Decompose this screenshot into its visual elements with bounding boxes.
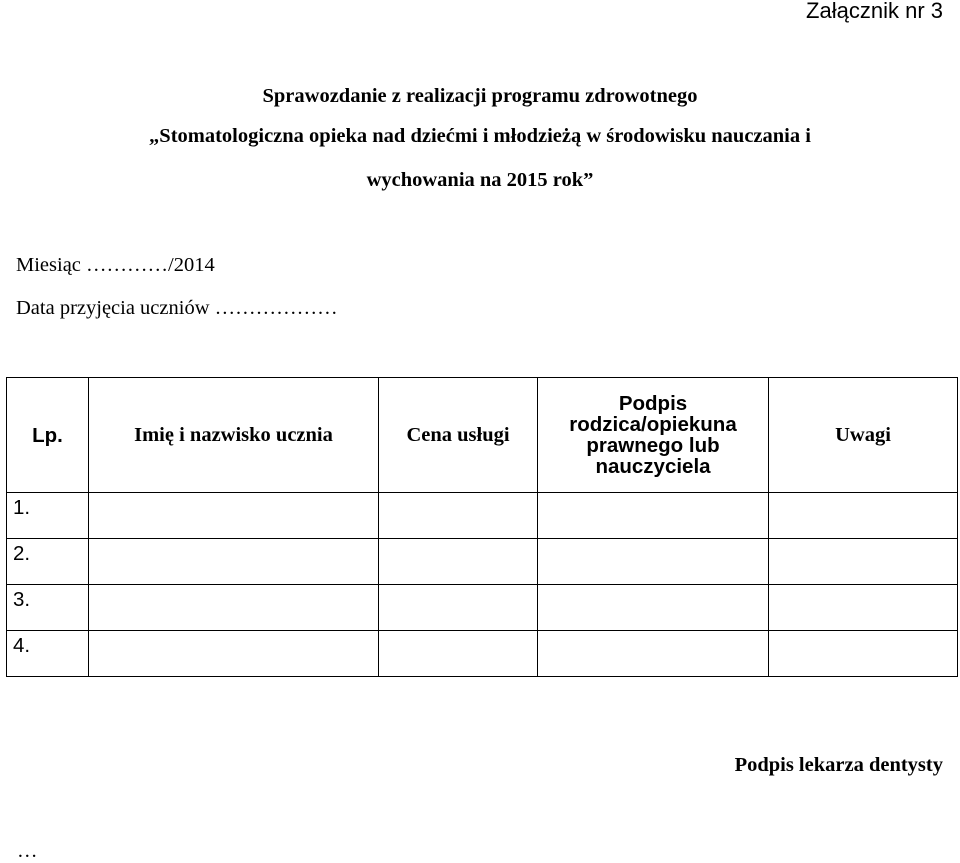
row-signature-cell[interactable]	[538, 493, 769, 539]
row-signature-cell[interactable]	[538, 631, 769, 677]
table-header-row	[7, 378, 958, 493]
table-row	[7, 631, 958, 677]
row-price-cell[interactable]	[379, 585, 538, 631]
header-signature-line-1: Podpis	[618, 392, 688, 415]
annex-label: Załącznik nr 3	[806, 0, 943, 23]
month-field: Miesiąc …………/2014	[16, 254, 215, 276]
table-row	[7, 585, 958, 631]
header-signature-line-4: nauczyciela	[595, 455, 711, 478]
row-lp: 4.	[7, 631, 89, 677]
header-student-name: Imię i nazwisko ucznia	[89, 378, 379, 493]
row-notes-cell[interactable]	[769, 585, 958, 631]
row-lp: 2.	[7, 539, 89, 585]
row-lp: 1.	[7, 493, 89, 539]
admission-date-field: Data przyjęcia uczniów ………………	[16, 297, 338, 319]
row-signature-cell[interactable]	[538, 585, 769, 631]
header-lp: Lp.	[7, 378, 89, 493]
header-guardian-signature	[538, 378, 769, 493]
row-price-cell[interactable]	[379, 631, 538, 677]
table-row	[7, 493, 958, 539]
report-title-line-1: Sprawozdanie z realizacji programu zdrowotnego	[262, 85, 698, 107]
row-notes-cell[interactable]	[769, 631, 958, 677]
row-notes-cell[interactable]	[769, 493, 958, 539]
row-student-name-cell[interactable]	[89, 539, 379, 585]
student-register-table	[6, 377, 958, 677]
header-notes: Uwagi	[769, 378, 958, 493]
header-service-price: Cena usługi	[379, 378, 538, 493]
row-notes-cell[interactable]	[769, 539, 958, 585]
row-price-cell[interactable]	[379, 493, 538, 539]
row-student-name-cell[interactable]	[89, 631, 379, 677]
row-signature-cell[interactable]	[538, 539, 769, 585]
header-signature-line-3: prawnego lub	[586, 434, 720, 457]
footer-ellipsis: …	[17, 840, 38, 862]
row-lp: 3.	[7, 585, 89, 631]
dentist-signature-label: Podpis lekarza dentysty	[734, 754, 943, 776]
report-title-line-2: „Stomatologiczna opieka nad dziećmi i młodzieżą w środowisku nauczania i	[149, 125, 811, 147]
header-signature-line-2: rodzica/opiekuna	[569, 413, 737, 436]
report-title-line-3: wychowania na 2015 rok”	[366, 169, 594, 191]
row-price-cell[interactable]	[379, 539, 538, 585]
row-student-name-cell[interactable]	[89, 585, 379, 631]
table-row	[7, 539, 958, 585]
row-student-name-cell[interactable]	[89, 493, 379, 539]
